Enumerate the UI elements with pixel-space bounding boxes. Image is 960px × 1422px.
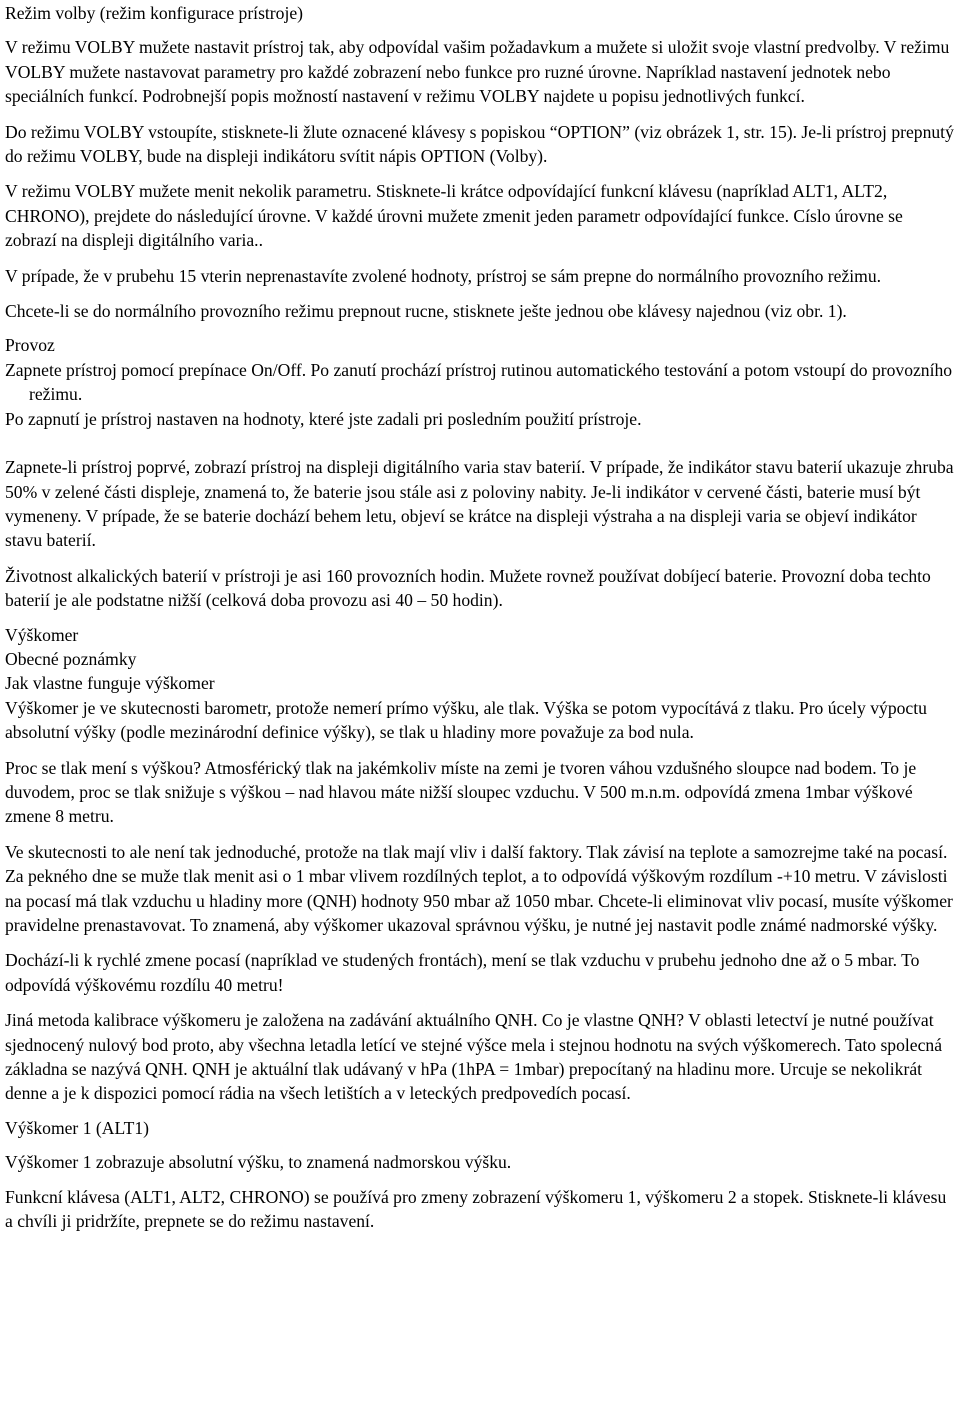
paragraph-timeout: V prípade, že v prubehu 15 vterin neprenastavíte zvolené hodnoty, prístroj se sám prepne do normálního provozního režimu. [5,265,882,286]
paragraph-rezim-volby-intro: V režimu VOLBY mužete nastavit prístroj tak, aby odpovídal vašim požadavkum a mužete si uložit svoje vlastní predvolby. V režimu VOLBY mužete nastavovat parametry pro každé zobrazení nebo funkce pro ruzné úrovne. Napríklad nastavení jednotek nebo speciálních funkcí. Podrobnejší popis možností nastavení v režimu VOLBY najdete u popisu jednotlivých funkcí. [5,37,950,107]
paragraph-alt1-description: Výškomer 1 zobrazuje absolutní výšku, to znamená nadmorskou výšku. [5,1152,512,1173]
paragraph-option-entry: Do režimu VOLBY vstoupíte, stisknete-li žlute oznacené klávesy s popiskou “OPTION” (viz obrázek 1, str. 15). Je-li prístroj prepnutý do režimu VOLBY, bude na displeji indikátoru svítit nápis OPTION (Volby). [5,121,954,167]
paragraph-parameter-levels: V režimu VOLBY mužete menit nekolik parametru. Stisknete-li krátce odpovídající funkcní klávesu (napríklad ALT1, ALT2, CHRONO), prejdete do následující úrovne. V každé úrovni mužete zmenit jeden parametr odpovídající funkce. Císlo úrovne se zobrazí na displeji digitálního varia.. [5,181,903,251]
paragraph-last-settings: Po zapnutí je prístroj nastaven na hodnoty, které jste zadali pri posledním použití prístroje. [5,408,642,429]
paragraph-battery-life: Životnost alkalických baterií v prístroji je asi 160 provozních hodin. Mužete rovnež používat dobíjecí baterie. Provozní doba techto baterií je ale podstatne nižší (celková doba provozu asi 40 – 50 hodin). [5,565,931,611]
subheading-obecne-poznamky: Obecné poznámky [5,648,137,669]
paragraph-fast-weather-change: Dochází-li k rychlé zmene pocasí (napríklad ve studených frontách), mení se tlak vzduchu v prubehu jednoho dne až o 5 mbar. To odpovídá výškovému rozdílu 40 metru! [5,950,920,995]
paragraph-qnh: Jiná metoda kalibrace výškomeru je založena na zadávání aktuálního QNH. Co je vlastne QNH? V oblasti letectví je nutné používat sjednocený nulový bod proto, aby všechna letadla letící ve stejné výšce mela i stejnou hodnotu na svých výškomerech. Tato spolecná základna se nazývá QNH. QNH je aktuální tlak udávaný v hPa (1hPA = 1mbar) prepocítaný na hladinu more. Urcuje se nekolikrát denne a je k dispozici pomocí rádia na všech letištích a v leteckých predpovedích pocasí. [5,1010,943,1104]
section-heading-rezim-volby: Režim volby (režim konfigurace prístroje) [5,3,304,23]
section-heading-alt1: Výškomer 1 (ALT1) [5,1117,149,1138]
subheading-jak-funguje: Jak vlastne funguje výškomer [5,673,215,694]
paragraph-function-key: Funkcní klávesa (ALT1, ALT2, CHRONO) se používá pro zmeny zobrazení výškomeru 1, výškomeru 2 a stopek. Stisknete-li klávesu a chvíli ji pridržíte, prepnete se do režimu nastavení. [5,1186,947,1232]
section-heading-provoz: Provoz [5,335,55,356]
paragraph-power-on: Zapnete prístroj pomocí prepínace On/Off. Po zanutí prochází prístroj rutinou automatického testování a potom vstoupí do provozního režimu. [5,359,953,405]
paragraph-barometer: Výškomer je ve skutecnosti barometr, protože nemerí prímo výšku, ale tlak. Výška se potom vypocítává z tlaku. Pro úcely výpoctu absolutní výšky (podle mezinárodní definice výšky), se tlak u hladiny more považuje za bod nula. [5,697,927,743]
paragraph-pressure-altitude: Proc se tlak mení s výškou? Atmosférický tlak na jakémkoliv míste na zemi je tvoren váhou vzdušného sloupce nad bodem. To je duvodem, proc se tlak snižuje s výškou – nad hlavou máte nižší sloupec vzduchu. V 500 m.n.m. odpovídá zmena 1mbar výškové zmene 8 metru. [5,757,917,827]
section-heading-vyskomer: Výškomer [5,624,79,645]
document-page [5,0,955,1233]
paragraph-manual-exit: Chcete-li se do normálního provozního režimu prepnout rucne, stisknete ješte jednou obe klávesy najednou (viz obr. 1). [5,301,847,322]
paragraph-battery-status: Zapnete-li prístroj poprvé, zobrazí prístroj na displeji digitálního varia stav baterií. V prípade, že indikátor stavu baterií ukazuje zhruba 50% v zelené části displeje, znamená to, že baterie jsou stále asi z poloviny nabity. Je-li indikátor v cervené části, baterie musí být vymeneny. V prípade, že se baterie dochází behem letu, objeví se krátce na displeji výstraha a na displeji varia se objeví indikátor stavu baterií. [5,457,954,551]
paragraph-weather-influence: Ve skutecnosti to ale není tak jednoduché, protože na tlak mají vliv i další faktory. Tlak závisí na teplote a samozrejme také na pocasí. Za pekného dne se muže tlak menit asi o 1 mbar vlivem rozdílných teplot, a to odpovídá výškovým rozdílum -+10 metru. V závislosti na pocasí má tlak vzduchu u hladiny more (QNH) hodnoty 950 mbar až 1050 mbar. Chcete-li eliminovat vliv pocasí, musíte výškomer pravidelne prenastavovat. To znamená, aby výškomer ukazoval správnou výšku, je nutné jej nastavit podle známé nadmorské výšky. [5,841,953,935]
